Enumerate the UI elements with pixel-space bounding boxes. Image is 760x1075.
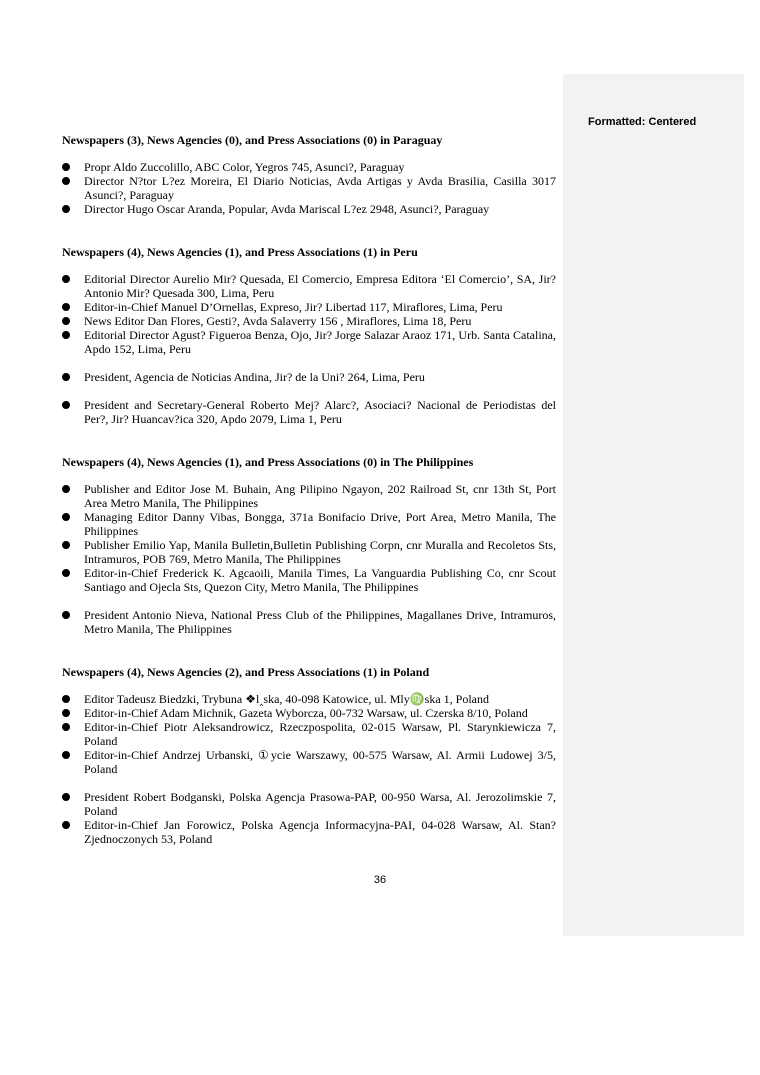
list-item-text: Editorial Director Agust? Figueroa Benza, Ojo, Jir? Jorge Salazar Araoz 171, Urb. Santa Catalina, Apdo 152, Lima, Peru	[84, 328, 556, 356]
list-item	[62, 720, 556, 748]
list-item	[62, 328, 556, 356]
list-item	[62, 272, 556, 300]
list-item	[62, 748, 556, 776]
list-item-text: Editor-in-Chief Andrzej Urbanski, ①ycie Warszawy, 00-575 Warsaw, Al. Armii Ludowej 3/5, Poland	[84, 748, 556, 776]
list-item-text: Editorial Director Aurelio Mir? Quesada, El Comercio, Empresa Editora ‘El Comercio’, SA, Jir? Antonio Mir? Quesada 300, Lima, Peru	[84, 272, 556, 300]
section-heading: Newspapers (4), News Agencies (1), and Press Associations (1) in Peru	[62, 245, 418, 259]
bullet-icon	[62, 275, 70, 283]
bullet-icon	[62, 317, 70, 325]
list-item	[62, 510, 556, 538]
list-item-text: Editor-in-Chief Frederick K. Agcaoili, Manila Times, La Vanguardia Publishing Co, cnr Scout Santiago and Ojecla Sts, Quezon City, Metro Manila, The Philippines	[84, 566, 556, 594]
list-item-text: Director Hugo Oscar Aranda, Popular, Avda Mariscal L?ez 2948, Asunci?, Paraguay	[84, 202, 490, 216]
list-item	[62, 706, 556, 720]
list-item	[62, 160, 556, 174]
bullet-icon	[62, 751, 70, 759]
list-item	[62, 300, 556, 314]
section	[62, 665, 556, 846]
bullet-icon	[62, 205, 70, 213]
bullet-icon	[62, 485, 70, 493]
bullet-icon	[62, 569, 70, 577]
section-heading: Newspapers (4), News Agencies (1), and Press Associations (0) in The Philippines	[62, 455, 474, 469]
list-item-text: Editor-in-Chief Piotr Aleksandrowicz, Rzeczpospolita, 02-015 Warsaw, Pl. Starynkiewicza 7, Poland	[84, 720, 556, 748]
bullet-icon	[62, 611, 70, 619]
list-item-text: Propr Aldo Zuccolillo, ABC Color, Yegros 745, Asunci?, Paraguay	[84, 160, 405, 174]
bullet-icon	[62, 373, 70, 381]
entry-list	[62, 692, 556, 846]
section-spacer	[62, 636, 556, 665]
list-item-text: President, Agencia de Noticias Andina, Jir? de la Uni? 264, Lima, Peru	[84, 370, 425, 384]
list-item	[62, 818, 556, 846]
list-item-text: Editor-in-Chief Adam Michnik, Gazeta Wyborcza, 00-732 Warsaw, ul. Czerska 8/10, Poland	[84, 706, 528, 720]
list-item-text: Managing Editor Danny Vibas, Bongga, 371a Bonifacio Drive, Port Area, Metro Manila, The Philippines	[84, 510, 556, 538]
list-item-text: President and Secretary-General Roberto Mej? Alarc?, Asociaci? Nacional de Periodistas del Per?, Jir? Huancav?ica 320, Apdo 2079, Lima 1, Peru	[84, 398, 556, 426]
section	[62, 133, 556, 216]
list-item-text: Director N?tor L?ez Moreira, El Diario Noticias, Avda Artigas y Avda Brasilia, Casilla 3017 Asunci?, Paraguay	[84, 174, 556, 202]
list-item-text: President Antonio Nieva, National Press Club of the Philippines, Magallanes Drive, Intramuros, Metro Manila, The Philippines	[84, 608, 556, 636]
section-heading: Newspapers (3), News Agencies (0), and Press Associations (0) in Paraguay	[62, 133, 443, 147]
section	[62, 245, 556, 426]
list-item-text: Editor-in-Chief Jan Forowicz, Polska Agencja Informacyjna-PAI, 04-028 Warsaw, Al. Stan? Zjednoczonych 53, Poland	[84, 818, 556, 846]
bullet-icon	[62, 793, 70, 801]
document-body	[62, 133, 556, 846]
list-item-text: Publisher Emilio Yap, Manila Bulletin,Bulletin Publishing Corpn, cnr Muralla and Recoletos Sts, Intramuros, POB 769, Metro Manila, The Philippines	[84, 538, 556, 566]
list-item-text: President Robert Bodganski, Polska Agencja Prasowa-PAP, 00-950 Warsa, Al. Jerozolimskie 7, Poland	[84, 790, 556, 818]
bullet-icon	[62, 177, 70, 185]
section-spacer	[62, 426, 556, 455]
list-item-text: News Editor Dan Flores, Gesti?, Avda Salaverry 156 , Miraflores, Lima 18, Peru	[84, 314, 472, 328]
list-item	[62, 314, 556, 328]
comment-label: Formatted: Centered	[588, 116, 697, 128]
list-item	[62, 398, 556, 426]
entry-list	[62, 160, 556, 216]
list-item	[62, 608, 556, 636]
section-heading: Newspapers (4), News Agencies (2), and Press Associations (1) in Poland	[62, 665, 430, 679]
comment-pane	[563, 74, 744, 936]
bullet-icon	[62, 163, 70, 171]
bullet-icon	[62, 303, 70, 311]
bullet-icon	[62, 695, 70, 703]
list-item	[62, 482, 556, 510]
list-item	[62, 538, 556, 566]
list-item-text: Editor Tadeusz Biedzki, Trybuna ❖l‸ska, 40-098 Katowice, ul. Mly♍ska 1, Poland	[84, 692, 489, 706]
list-item	[62, 370, 556, 384]
bullet-icon	[62, 401, 70, 409]
entry-list	[62, 482, 556, 636]
list-item	[62, 790, 556, 818]
page-number: 36	[373, 874, 387, 886]
bullet-icon	[62, 541, 70, 549]
bullet-icon	[62, 513, 70, 521]
section	[62, 455, 556, 636]
section-spacer	[62, 216, 556, 245]
bullet-icon	[62, 709, 70, 717]
list-item	[62, 692, 556, 706]
list-item	[62, 566, 556, 594]
list-item-text: Editor-in-Chief Manuel D’Ornellas, Expreso, Jir? Libertad 117, Miraflores, Lima, Peru	[84, 300, 503, 314]
bullet-icon	[62, 331, 70, 339]
list-item	[62, 202, 556, 216]
bullet-icon	[62, 723, 70, 731]
list-item-text: Publisher and Editor Jose M. Buhain, Ang Pilipino Ngayon, 202 Railroad St, cnr 13th St, Port Area Metro Manila, The Philippines	[84, 482, 556, 510]
list-item	[62, 174, 556, 202]
entry-list	[62, 272, 556, 426]
bullet-icon	[62, 821, 70, 829]
